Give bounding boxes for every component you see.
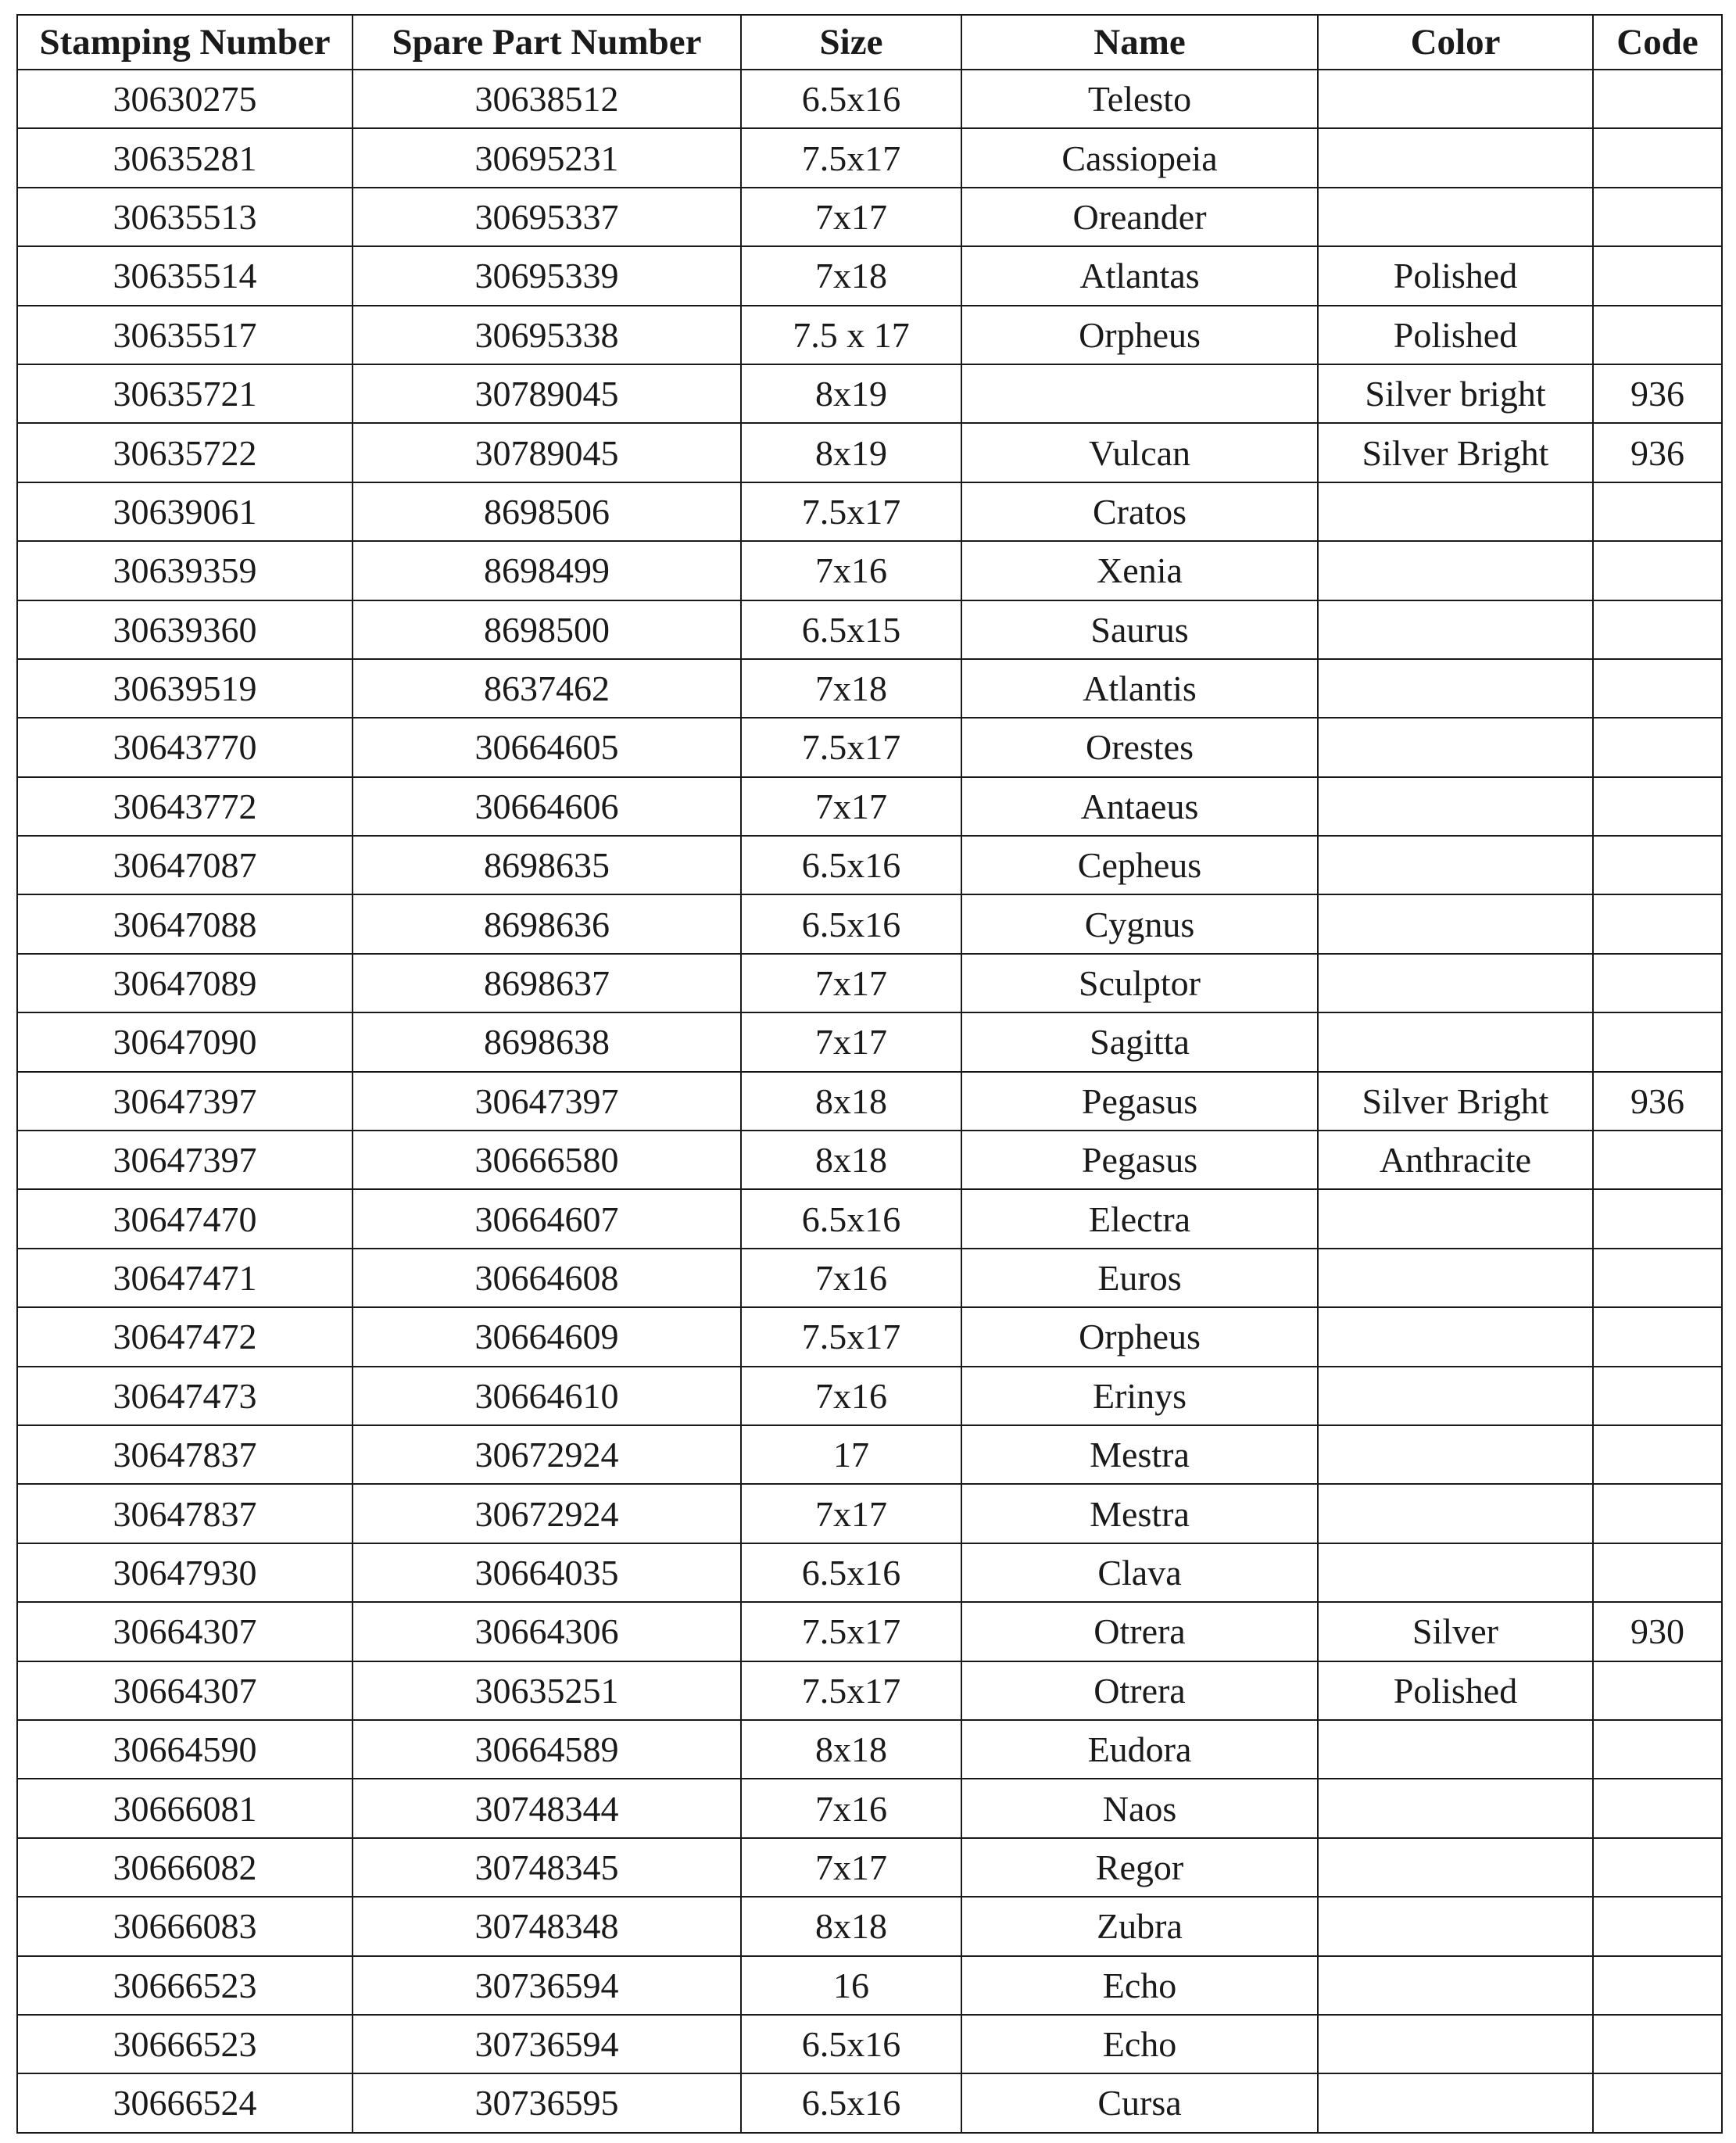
cell-code: 936 xyxy=(1593,423,1722,482)
cell-color xyxy=(1318,1012,1593,1071)
cell-code xyxy=(1593,1484,1722,1543)
cell-stamping-number: 30647090 xyxy=(17,1012,353,1071)
cell-size: 6.5x16 xyxy=(741,2073,961,2132)
cell-color xyxy=(1318,1367,1593,1425)
cell-size: 8x18 xyxy=(741,1720,961,1779)
cell-stamping-number: 30635513 xyxy=(17,188,353,246)
cell-name: Vulcan xyxy=(961,423,1318,482)
cell-spare-part-number: 8698635 xyxy=(353,836,741,894)
cell-code xyxy=(1593,1779,1722,1837)
cell-code xyxy=(1593,777,1722,836)
table-row xyxy=(17,2073,1722,2132)
cell-stamping-number: 30630275 xyxy=(17,70,353,128)
cell-color xyxy=(1318,2015,1593,2073)
cell-name: Pegasus xyxy=(961,1072,1318,1131)
cell-stamping-number: 30643770 xyxy=(17,718,353,776)
cell-size: 8x18 xyxy=(741,1897,961,1955)
cell-name: Orpheus xyxy=(961,1307,1318,1366)
cell-code xyxy=(1593,246,1722,305)
cell-size: 6.5x16 xyxy=(741,2015,961,2073)
cell-code xyxy=(1593,188,1722,246)
cell-color: Polished xyxy=(1318,306,1593,364)
cell-size: 16 xyxy=(741,1956,961,2015)
cell-size: 6.5x16 xyxy=(741,1189,961,1248)
table-row xyxy=(17,1012,1722,1071)
cell-name: Cepheus xyxy=(961,836,1318,894)
cell-spare-part-number: 30672924 xyxy=(353,1425,741,1484)
cell-name: Electra xyxy=(961,1189,1318,1248)
cell-color xyxy=(1318,1189,1593,1248)
cell-name: Saurus xyxy=(961,600,1318,659)
cell-stamping-number: 30647837 xyxy=(17,1484,353,1543)
cell-code xyxy=(1593,1956,1722,2015)
table-row xyxy=(17,188,1722,246)
cell-stamping-number: 30635514 xyxy=(17,246,353,305)
header-spare-part-number: Spare Part Number xyxy=(353,15,741,70)
cell-spare-part-number: 30672924 xyxy=(353,1484,741,1543)
cell-size: 8x19 xyxy=(741,423,961,482)
cell-code xyxy=(1593,954,1722,1012)
cell-size: 7x16 xyxy=(741,1779,961,1837)
cell-name: Cygnus xyxy=(961,894,1318,953)
parts-table xyxy=(16,14,1723,2134)
cell-stamping-number: 30647471 xyxy=(17,1249,353,1307)
cell-stamping-number: 30666523 xyxy=(17,2015,353,2073)
cell-spare-part-number: 30736594 xyxy=(353,2015,741,2073)
cell-size: 8x18 xyxy=(741,1131,961,1189)
cell-size: 7x17 xyxy=(741,1012,961,1071)
cell-code xyxy=(1593,2073,1722,2132)
cell-spare-part-number: 30664306 xyxy=(353,1602,741,1661)
table-row xyxy=(17,1249,1722,1307)
cell-stamping-number: 30639359 xyxy=(17,541,353,600)
cell-spare-part-number: 8698638 xyxy=(353,1012,741,1071)
cell-stamping-number: 30639519 xyxy=(17,659,353,718)
table-row xyxy=(17,1189,1722,1248)
table-row xyxy=(17,1720,1722,1779)
cell-code xyxy=(1593,1249,1722,1307)
cell-color xyxy=(1318,600,1593,659)
cell-stamping-number: 30639360 xyxy=(17,600,353,659)
cell-name xyxy=(961,364,1318,423)
table-row xyxy=(17,1367,1722,1425)
cell-spare-part-number: 30664609 xyxy=(353,1307,741,1366)
cell-name: Pegasus xyxy=(961,1131,1318,1189)
cell-code xyxy=(1593,1189,1722,1248)
cell-color xyxy=(1318,1249,1593,1307)
table-row xyxy=(17,1131,1722,1189)
cell-code xyxy=(1593,482,1722,541)
cell-size: 7x18 xyxy=(741,246,961,305)
cell-code xyxy=(1593,600,1722,659)
table-row xyxy=(17,128,1722,187)
cell-color xyxy=(1318,482,1593,541)
table-row xyxy=(17,894,1722,953)
cell-spare-part-number: 30736595 xyxy=(353,2073,741,2132)
cell-code xyxy=(1593,128,1722,187)
cell-color xyxy=(1318,894,1593,953)
table-row xyxy=(17,1072,1722,1131)
cell-size: 6.5x16 xyxy=(741,70,961,128)
header-stamping-number: Stamping Number xyxy=(17,15,353,70)
cell-size: 7.5x17 xyxy=(741,128,961,187)
cell-stamping-number: 30647397 xyxy=(17,1072,353,1131)
cell-stamping-number: 30664307 xyxy=(17,1661,353,1720)
cell-color xyxy=(1318,1838,1593,1897)
cell-stamping-number: 30666083 xyxy=(17,1897,353,1955)
cell-stamping-number: 30635722 xyxy=(17,423,353,482)
cell-spare-part-number: 8698506 xyxy=(353,482,741,541)
cell-size: 8x18 xyxy=(741,1072,961,1131)
table-row xyxy=(17,836,1722,894)
cell-color xyxy=(1318,2073,1593,2132)
table-row xyxy=(17,364,1722,423)
cell-color xyxy=(1318,1425,1593,1484)
header-name: Name xyxy=(961,15,1318,70)
cell-name: Antaeus xyxy=(961,777,1318,836)
cell-stamping-number: 30647473 xyxy=(17,1367,353,1425)
table-row xyxy=(17,718,1722,776)
cell-spare-part-number: 8637462 xyxy=(353,659,741,718)
cell-spare-part-number: 8698637 xyxy=(353,954,741,1012)
cell-size: 7x17 xyxy=(741,777,961,836)
cell-stamping-number: 30666081 xyxy=(17,1779,353,1837)
cell-name: Zubra xyxy=(961,1897,1318,1955)
cell-code xyxy=(1593,1838,1722,1897)
cell-size: 7x17 xyxy=(741,1838,961,1897)
cell-spare-part-number: 30789045 xyxy=(353,364,741,423)
cell-stamping-number: 30639061 xyxy=(17,482,353,541)
table-row xyxy=(17,659,1722,718)
table-row xyxy=(17,306,1722,364)
cell-size: 17 xyxy=(741,1425,961,1484)
cell-stamping-number: 30647087 xyxy=(17,836,353,894)
cell-code xyxy=(1593,659,1722,718)
cell-color xyxy=(1318,70,1593,128)
cell-name: Xenia xyxy=(961,541,1318,600)
cell-size: 6.5x16 xyxy=(741,836,961,894)
cell-size: 7x16 xyxy=(741,1367,961,1425)
table-row xyxy=(17,1838,1722,1897)
cell-color xyxy=(1318,659,1593,718)
cell-size: 7x17 xyxy=(741,188,961,246)
cell-name: Otrera xyxy=(961,1661,1318,1720)
header-code: Code xyxy=(1593,15,1722,70)
cell-color xyxy=(1318,1779,1593,1837)
cell-name: Regor xyxy=(961,1838,1318,1897)
cell-spare-part-number: 30664605 xyxy=(353,718,741,776)
cell-stamping-number: 30635721 xyxy=(17,364,353,423)
cell-size: 6.5x16 xyxy=(741,1543,961,1602)
cell-spare-part-number: 30664035 xyxy=(353,1543,741,1602)
cell-stamping-number: 30666082 xyxy=(17,1838,353,1897)
cell-spare-part-number: 8698499 xyxy=(353,541,741,600)
cell-code xyxy=(1593,718,1722,776)
cell-stamping-number: 30635281 xyxy=(17,128,353,187)
table-row xyxy=(17,1543,1722,1602)
cell-spare-part-number: 30647397 xyxy=(353,1072,741,1131)
cell-size: 6.5x16 xyxy=(741,894,961,953)
table-row xyxy=(17,2015,1722,2073)
cell-color xyxy=(1318,1720,1593,1779)
cell-code xyxy=(1593,894,1722,953)
cell-color: Anthracite xyxy=(1318,1131,1593,1189)
cell-size: 7.5x17 xyxy=(741,1307,961,1366)
table-row xyxy=(17,1897,1722,1955)
cell-stamping-number: 30647089 xyxy=(17,954,353,1012)
table-header xyxy=(17,15,1722,70)
table-row xyxy=(17,246,1722,305)
cell-name: Otrera xyxy=(961,1602,1318,1661)
cell-stamping-number: 30647472 xyxy=(17,1307,353,1366)
cell-name: Sagitta xyxy=(961,1012,1318,1071)
cell-spare-part-number: 30664610 xyxy=(353,1367,741,1425)
cell-name: Oreander xyxy=(961,188,1318,246)
cell-code xyxy=(1593,1367,1722,1425)
cell-code xyxy=(1593,1720,1722,1779)
cell-spare-part-number: 30664607 xyxy=(353,1189,741,1248)
cell-size: 7x18 xyxy=(741,659,961,718)
cell-name: Sculptor xyxy=(961,954,1318,1012)
cell-name: Mestra xyxy=(961,1484,1318,1543)
cell-size: 7x16 xyxy=(741,1249,961,1307)
table-row xyxy=(17,954,1722,1012)
cell-code xyxy=(1593,1661,1722,1720)
cell-spare-part-number: 30695339 xyxy=(353,246,741,305)
cell-spare-part-number: 30748344 xyxy=(353,1779,741,1837)
cell-name: Echo xyxy=(961,1956,1318,2015)
cell-code xyxy=(1593,1897,1722,1955)
cell-spare-part-number: 30695337 xyxy=(353,188,741,246)
table-row xyxy=(17,1484,1722,1543)
cell-size: 7.5x17 xyxy=(741,482,961,541)
cell-spare-part-number: 30695231 xyxy=(353,128,741,187)
table-row xyxy=(17,423,1722,482)
cell-color xyxy=(1318,1543,1593,1602)
cell-color: Polished xyxy=(1318,1661,1593,1720)
cell-color xyxy=(1318,1956,1593,2015)
table-row xyxy=(17,1425,1722,1484)
cell-stamping-number: 30664307 xyxy=(17,1602,353,1661)
cell-code xyxy=(1593,541,1722,600)
cell-stamping-number: 30647397 xyxy=(17,1131,353,1189)
table-row xyxy=(17,600,1722,659)
cell-name: Clava xyxy=(961,1543,1318,1602)
cell-color: Silver Bright xyxy=(1318,1072,1593,1131)
header-row xyxy=(17,15,1722,70)
cell-code xyxy=(1593,1131,1722,1189)
cell-spare-part-number: 30695338 xyxy=(353,306,741,364)
cell-color xyxy=(1318,1484,1593,1543)
cell-name: Orestes xyxy=(961,718,1318,776)
cell-stamping-number: 30666524 xyxy=(17,2073,353,2132)
cell-size: 7.5x17 xyxy=(741,1661,961,1720)
cell-code: 930 xyxy=(1593,1602,1722,1661)
cell-size: 8x19 xyxy=(741,364,961,423)
cell-color xyxy=(1318,188,1593,246)
table-body xyxy=(17,70,1722,2133)
table-row xyxy=(17,1779,1722,1837)
cell-stamping-number: 30664590 xyxy=(17,1720,353,1779)
table-row xyxy=(17,1956,1722,2015)
cell-size: 7.5 x 17 xyxy=(741,306,961,364)
cell-code xyxy=(1593,70,1722,128)
cell-name: Telesto xyxy=(961,70,1318,128)
cell-code xyxy=(1593,836,1722,894)
cell-color: Silver xyxy=(1318,1602,1593,1661)
cell-stamping-number: 30647088 xyxy=(17,894,353,953)
cell-spare-part-number: 30748348 xyxy=(353,1897,741,1955)
header-color: Color xyxy=(1318,15,1593,70)
cell-name: Erinys xyxy=(961,1367,1318,1425)
cell-spare-part-number: 8698636 xyxy=(353,894,741,953)
cell-color xyxy=(1318,718,1593,776)
cell-size: 7x17 xyxy=(741,1484,961,1543)
cell-spare-part-number: 30638512 xyxy=(353,70,741,128)
cell-spare-part-number: 30736594 xyxy=(353,1956,741,2015)
cell-size: 7.5x17 xyxy=(741,718,961,776)
cell-code: 936 xyxy=(1593,364,1722,423)
table-row xyxy=(17,1602,1722,1661)
cell-spare-part-number: 30664589 xyxy=(353,1720,741,1779)
cell-color xyxy=(1318,1307,1593,1366)
cell-code xyxy=(1593,306,1722,364)
cell-code xyxy=(1593,2015,1722,2073)
cell-stamping-number: 30647470 xyxy=(17,1189,353,1248)
cell-size: 6.5x15 xyxy=(741,600,961,659)
cell-size: 7x17 xyxy=(741,954,961,1012)
cell-spare-part-number: 30635251 xyxy=(353,1661,741,1720)
cell-name: Eudora xyxy=(961,1720,1318,1779)
header-size: Size xyxy=(741,15,961,70)
cell-stamping-number: 30666523 xyxy=(17,1956,353,2015)
cell-color: Polished xyxy=(1318,246,1593,305)
cell-name: Euros xyxy=(961,1249,1318,1307)
cell-spare-part-number: 8698500 xyxy=(353,600,741,659)
table-row xyxy=(17,541,1722,600)
cell-color xyxy=(1318,836,1593,894)
cell-spare-part-number: 30748345 xyxy=(353,1838,741,1897)
cell-name: Echo xyxy=(961,2015,1318,2073)
cell-name: Orpheus xyxy=(961,306,1318,364)
table-row xyxy=(17,777,1722,836)
cell-spare-part-number: 30664606 xyxy=(353,777,741,836)
table-row xyxy=(17,1661,1722,1720)
cell-name: Cratos xyxy=(961,482,1318,541)
table-row xyxy=(17,482,1722,541)
cell-spare-part-number: 30664608 xyxy=(353,1249,741,1307)
cell-code: 936 xyxy=(1593,1072,1722,1131)
cell-spare-part-number: 30666580 xyxy=(353,1131,741,1189)
cell-size: 7x16 xyxy=(741,541,961,600)
cell-color xyxy=(1318,777,1593,836)
cell-stamping-number: 30635517 xyxy=(17,306,353,364)
cell-stamping-number: 30643772 xyxy=(17,777,353,836)
table-row xyxy=(17,1307,1722,1366)
cell-name: Naos xyxy=(961,1779,1318,1837)
cell-stamping-number: 30647930 xyxy=(17,1543,353,1602)
cell-color: Silver bright xyxy=(1318,364,1593,423)
cell-stamping-number: 30647837 xyxy=(17,1425,353,1484)
cell-name: Mestra xyxy=(961,1425,1318,1484)
cell-size: 7.5x17 xyxy=(741,1602,961,1661)
cell-color xyxy=(1318,1897,1593,1955)
cell-code xyxy=(1593,1307,1722,1366)
cell-code xyxy=(1593,1543,1722,1602)
cell-code xyxy=(1593,1425,1722,1484)
cell-name: Cursa xyxy=(961,2073,1318,2132)
cell-color: Silver Bright xyxy=(1318,423,1593,482)
cell-name: Cassiopeia xyxy=(961,128,1318,187)
cell-code xyxy=(1593,1012,1722,1071)
cell-color xyxy=(1318,954,1593,1012)
cell-name: Atlantas xyxy=(961,246,1318,305)
cell-spare-part-number: 30789045 xyxy=(353,423,741,482)
cell-color xyxy=(1318,541,1593,600)
table-row xyxy=(17,70,1722,128)
cell-color xyxy=(1318,128,1593,187)
cell-name: Atlantis xyxy=(961,659,1318,718)
